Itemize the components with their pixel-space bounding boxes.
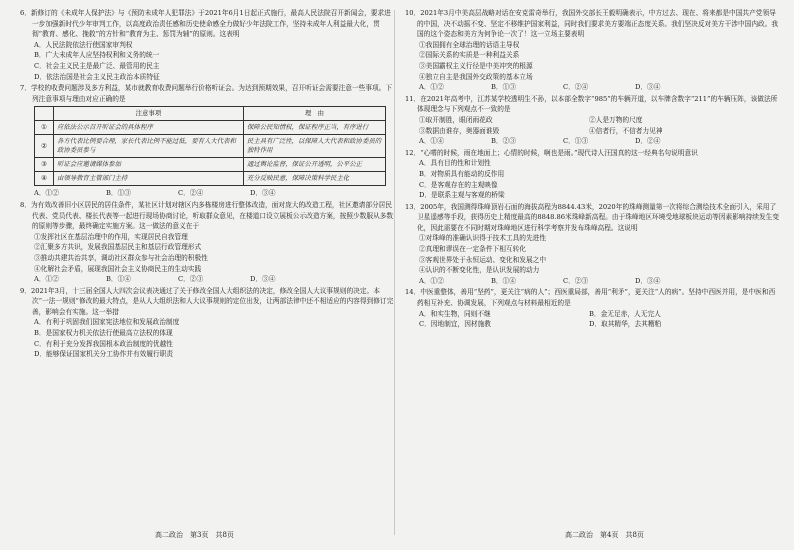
option-b: B．对物质具有能动的反作用: [419, 169, 505, 178]
options-row: [20, 188, 396, 199]
statement-3: ③推动共建共治共享，调动社区群众参与社会治理的积极性: [34, 253, 208, 262]
hearing-table: [34, 106, 386, 186]
statements-row: [405, 126, 781, 137]
row-item: 由领导教育主管部门主持: [54, 172, 244, 186]
statement-4: ④独立自主是我国外交政策的基本立场: [419, 72, 533, 81]
statement-3: ③客观世界处于永恒运动、变化和发展之中: [419, 255, 547, 264]
option-c: C．①③: [563, 137, 589, 146]
question-stem: 6．新修订的《未成年人保护法》与《预防未成年人犯罪法》于2021年6月1日起正式施行，最高人民法院召开新闻会，要求进一步加强新时代少年审判工作，以高度政治责任感和历史使命感全力做好少年法院工作，坚持未成年人利益最大化，贯彻“教育、感化、挽救”的方针和“教育为主、惩罚为辅”的原则。这表明: [20, 9, 391, 39]
option-c: C．②④: [178, 189, 204, 198]
option-d: D．能够保证国家机关分工协作并有效履行职责: [34, 350, 174, 359]
option-c: C．是客观存在的主观映像: [419, 180, 498, 189]
row-number: ①: [35, 121, 54, 135]
table-header-no: [35, 107, 54, 121]
statement-2: ②人是万物的尺度: [589, 115, 643, 124]
options-row: [405, 82, 781, 93]
statement-1: ①发挥社区在基层治理中的作用，实现居民自我管理: [34, 232, 188, 241]
question-12: [405, 148, 781, 201]
question-stem: 9．2021年3月，十三届全国人大四次会议表决通过了关于修改全国人大组织法的决定，修改全国人大议事规则的决定。本次“一法一规则”修改的最大特点，是从人大组织法和人大议事规则的定位出发，让两部法律中还不相适应的内容得到修订完善，影响会有实施。这一举措: [20, 286, 394, 316]
option-a: A．①②: [34, 189, 59, 198]
option-a: A．具有目的性和计划性: [419, 159, 491, 168]
option-c: C．②③: [563, 276, 589, 285]
table-row: [35, 135, 386, 158]
statement-3: ③美国霸权主义行径是中美冲突的根源: [419, 61, 533, 70]
statement-1: ①取开制胜，眼闭雨花政: [419, 115, 493, 124]
option-d: D．③④: [635, 276, 661, 285]
options-row: [405, 309, 781, 320]
options-row: [20, 274, 396, 285]
option-b: B．①③: [106, 189, 131, 198]
question-stem: 13．2005年，我国测得珠峰顶岩石面的海拔高程为8844.43米，2020年的珠峰测量第一次将综合测绘技术全面引入，采用了卫星遥感等手段，获得历史上精度最高的8848.86米珠峰新高程。由于珠峰地区环境受地球板块运动等因素影响持续发生变化，因此需要在不同时期对珠峰地区进行科学考察并发布珠峰高程。这说明: [405, 202, 780, 232]
option-d: D．依法治国是社会主义民主政治本质特征: [34, 72, 160, 81]
option-c: C．社会主义民主是最广泛、最管用的民主: [34, 61, 160, 70]
left-column: [20, 8, 396, 361]
option-d: D．是联系主观与客观的桥梁: [419, 191, 505, 200]
right-column: [405, 8, 781, 331]
option-c: C．②④: [563, 83, 589, 92]
question-stem: 10．2021年3月中美高层战略对话在安克雷奇举行，我国外交部长王毅明确表示，中方过去、现在、将来都是中国共产党领导的中国，决不动摇不变、坚定不移维护国家利益，同时我们要求美方要端正态度关系。我们坚决反对美方干涉中国内政。我国的这个姿态和美方为何争论一次了！这一立场主要表明: [405, 9, 779, 39]
statement-4: ④信者行，不信者力见神: [589, 126, 663, 135]
row-number: ③: [35, 158, 54, 172]
option-a: A．①②: [419, 83, 444, 92]
question-13: [405, 202, 781, 287]
question-stem: 14．中医重整体，善用“坚药”，更关注“病的人”；西医重局部，善用“利矛”，更关注“人的病”。坚持中西医并用，是中医和西药相互补充、协调发展，下列观点与材料最相近的是: [405, 288, 776, 308]
table-header-reason: 理 由: [243, 107, 385, 121]
row-number: ④: [35, 172, 54, 186]
statement-4: ④认识的不断变化性，是认识发展的动力: [419, 266, 540, 275]
option-c: C．②③: [178, 275, 204, 284]
table-row: [35, 158, 386, 172]
option-b: B．①③: [491, 83, 516, 92]
row-reason: 民主具有广泛性，以保障人大代表和政协委员的独特作用: [243, 135, 385, 158]
question-stem: 11．在2021年高考中，江苏某学校透明生不孙，以本部全数字“985”的车辆开道，以车牌含数字“211”的车辆压阵，该做法所体现理念与下列观点不一致的是: [405, 94, 778, 114]
statement-2: ②真理和谬误在一定条件下相互转化: [419, 245, 526, 254]
option-b: B．②③: [491, 137, 516, 146]
page-footer-left: 高二政治 第3页 共8页: [155, 531, 234, 539]
option-d: D．②④: [635, 137, 661, 146]
option-a: A．①④: [419, 137, 444, 146]
row-item: 各方代表比例要合理，家长代表比例不能过低，要有人大代表和政协委员参与: [54, 135, 244, 158]
page-footer-right: 高二政治 第4页 共8页: [565, 531, 644, 539]
statement-1: ①对珠峰的准确认识得于技术工具的先进性: [419, 234, 547, 243]
options-row: [405, 136, 781, 147]
table-header-row: [35, 107, 386, 121]
option-a: A．①②: [34, 275, 59, 284]
row-reason: 充分反映民意，保障决策科学民主化: [243, 172, 385, 186]
option-d: D．③④: [635, 83, 661, 92]
question-stem: 8．为有效改善旧小区居民的居住条件，某社区计划对辖区内多栋楼房进行整体改造，面对庞大的改造工程，社区邀请部分居民代表、党员代表、楼长代表等一起进行现场协商讨论，听取群众意见，在楼道口设立展板公示改造方案，按照少数服从多数的原则等步骤，最终确定实施方案。这一做法的意义在于: [20, 200, 394, 231]
row-item: 听证会应邀请媒体参加: [54, 158, 244, 172]
option-d: D．取其精华，去其糟粕: [589, 320, 662, 329]
statements-row: [405, 115, 781, 126]
option-d: D．③④: [250, 275, 276, 284]
statement-1: ①我国拥有全球治理的话语主导权: [419, 40, 520, 49]
statement-3: ③数据由谁存，奥器面谁毁: [419, 126, 500, 135]
question-10: [405, 8, 781, 93]
question-stem: 7．学校的收费问题涉及多方利益，某市就教育收费问题举行价格听证会。为达到预期效果，召开听证会需要注意一些事项。下列注意事项与理由对应正确的是: [20, 84, 393, 103]
options-row: [405, 276, 781, 287]
table-row: [35, 172, 386, 186]
option-c: C．因地制宜，因材施教: [419, 320, 491, 329]
statement-2: ②国际关系的实质是一种利益关系: [419, 51, 520, 60]
option-b: B．①④: [491, 276, 516, 285]
option-b: B．广大未成年人应坚持权利和义务的统一: [34, 51, 160, 60]
table-row: [35, 121, 386, 135]
option-b: B．金无足赤，人无完人: [589, 309, 661, 318]
row-number: ②: [35, 135, 54, 158]
row-reason: 通过舆论监督，保证公开透明，公平公正: [243, 158, 385, 172]
question-14: [405, 287, 781, 329]
option-a: A．①②: [419, 276, 444, 285]
question-6: [20, 8, 396, 82]
row-reason: 保障公民知情权，保证程序正当，有序进行: [243, 121, 385, 135]
option-c: C．有利于充分发挥我国根本政治制度的优越性: [34, 339, 173, 348]
option-a: A．人民法院依法行使国家审判权: [34, 40, 133, 49]
options-row: [405, 319, 781, 330]
question-9: [20, 286, 396, 360]
row-item: 应依法公示召开听证会的具体程序: [54, 121, 244, 135]
statement-4: ④化解社会矛盾，展现我国社会主义协商民主的生动实践: [34, 264, 202, 273]
table-header-item: 注意事项: [54, 107, 244, 121]
question-8: [20, 200, 396, 285]
option-a: A．和实生物，同则不继: [419, 309, 491, 318]
option-d: D．③④: [250, 189, 276, 198]
option-b: B．是国家权力机关依法行使最高立法权的体现: [34, 329, 173, 338]
question-stem: 12．“心嗜的时候，雨在地面上；心情的时候，啊也是雨。”现代诗人汪国真的这一经典名句说明意识: [405, 148, 698, 157]
question-11: [405, 94, 781, 147]
option-b: B．①④: [106, 275, 131, 284]
option-a: A．有利于巩固我们国家宪法地位和发展政治制度: [34, 318, 180, 327]
statement-2: ②汇聚多方共识，发展我国基层民主和基层行政管理形式: [34, 243, 202, 252]
question-7: [20, 83, 396, 199]
